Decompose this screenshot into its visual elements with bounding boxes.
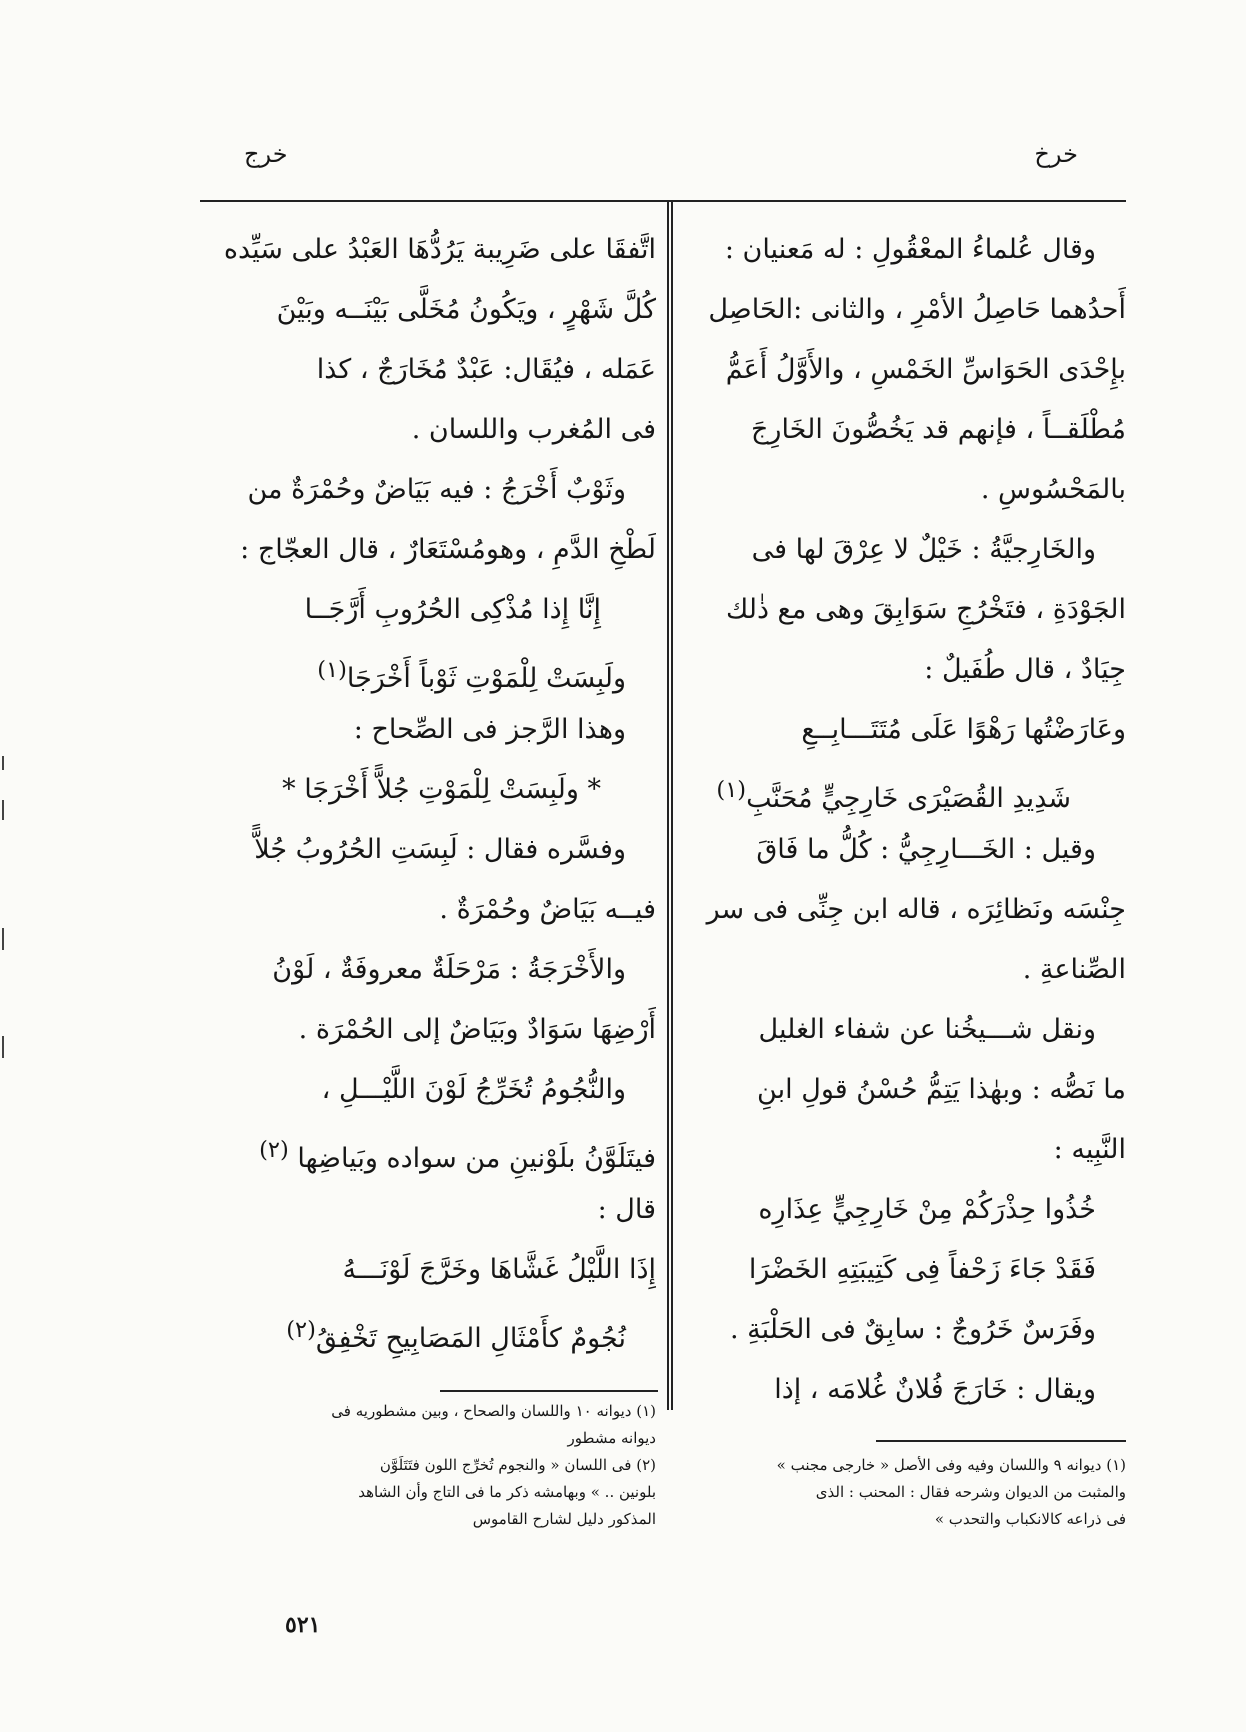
verse-text: نُجُومٌ كأَمْثَالِ المَصَابِيحِ تَخْفِقُ xyxy=(315,1323,626,1354)
text-line: عَمَله ، فيُقَال: عَبْدٌ مُخَارَجٌ ، كذا xyxy=(316,354,656,385)
verse-text: ولَبِسَتْ لِلْمَوْتِ ثَوْباً أَخْرَجَا xyxy=(346,663,626,694)
verse-line xyxy=(676,760,1126,820)
footnote-line: بلونين .. » وبهامشه ذكر ما فى التاج وأن الشاهد xyxy=(358,1483,656,1501)
text-line xyxy=(208,1120,656,1180)
text-line: والخَارِجيَّةُ : خَيْلٌ لا عِرْقَ لها فى xyxy=(751,534,1096,565)
footnote-rule-right xyxy=(876,1440,1126,1442)
verse-line: * ولَبِسَتْ لِلْمَوْتِ جُلاًّ أَخْرَجَا * xyxy=(282,774,601,805)
footnote-line: (١) ديوانه ٩ واللسان وفيه وفى الأصل « خارجى مجنب » xyxy=(776,1456,1126,1474)
verse-line: خُذُوا حِذْرَكُمْ مِنْ خَارِجِيٍّ عِذَارِه xyxy=(758,1194,1096,1225)
text-line: اتَّفقَا على ضَرِيبة يَرُدُّهَا العَبْدُ على سَيِّده xyxy=(223,234,656,265)
scan-edge-mark xyxy=(2,800,4,820)
text-line: وهذا الرَّجز فى الصِّحاح : xyxy=(353,714,626,745)
text-line: فيــه بَيَاضٌ وحُمْرَةٌ . xyxy=(439,894,656,925)
text-line: ويقال : خَارَجَ فُلانٌ غُلامَه ، إذا xyxy=(774,1374,1096,1405)
verse-text: شَدِيدِ القُصَيْرَى خَارِجِيٍّ مُحَنَّبِ xyxy=(746,783,1071,814)
footnote-line: (٢) فى اللسان « والنجوم تُخرِّج اللون فتَتَلَوَّن xyxy=(379,1456,656,1474)
text-line: الصِّناعةِ . xyxy=(1022,954,1126,985)
verse-line xyxy=(208,640,656,700)
footnote-line: والمثبت من الديوان وشرحه فقال : المحنب : الذى xyxy=(815,1483,1126,1501)
header-rule xyxy=(200,200,1126,202)
verse-line xyxy=(676,700,1126,760)
verse-line: فَقَدْ جَاءَ زَحْفاً فِى كَتِيبَتِهِ الخَضْرَا xyxy=(748,1254,1096,1285)
verse-text: وعَارَضْتُها رَهْوًا عَلَى مُتَتَـــابِــعِ xyxy=(801,714,1126,745)
scan-edge-mark xyxy=(2,1036,4,1058)
text-line: وقيل : الخَـــارِجِيُّ : كُلُّ ما فَاقَ xyxy=(756,834,1096,865)
running-header-right: خرخ xyxy=(1034,140,1078,168)
footnote-rule-left xyxy=(440,1390,658,1392)
left-column xyxy=(208,220,656,1360)
text-line: أَحدُهما حَاصِلُ الأمْرِ ، والثانى :الحَاصِل xyxy=(708,294,1126,325)
text-line: وفسَّره فقال : لَبِسَتِ الحُرُوبُ جُلاًّ xyxy=(254,834,626,865)
text-line: والنُّجُومُ تُخَرِّجُ لَوْنَ اللَّيْـــلِ ، xyxy=(321,1074,626,1105)
footnote-ref: (٢) xyxy=(286,1317,316,1343)
text-line: مُطْلَقــاً ، فإنهم قد يَخُصُّونَ الخَارِجَ xyxy=(750,414,1126,445)
footnotes-left xyxy=(208,1398,656,1533)
text-line: قال : xyxy=(597,1194,656,1225)
text-line: لَطْخِ الدَّمِ ، وهومُسْتَعَارٌ ، قال العجّاج : xyxy=(240,534,656,565)
line-text: فيتَلَوَّنُ بلَوْنينِ من سواده وبَياضِها xyxy=(297,1143,656,1174)
text-line: وقال عُلماءُ المعْقُولِ : له مَعنيان : xyxy=(724,234,1096,265)
text-line: أَرْضِهَا سَوَادٌ وبَيَاضٌ إلى الحُمْرَة . xyxy=(298,1014,656,1045)
footnote-line: فى ذراعه كالانكباب والتحدب » xyxy=(934,1510,1126,1528)
verse-line xyxy=(208,1300,656,1360)
text-line: بالمَحْسُوسِ . xyxy=(980,474,1126,505)
text-line: جِيَادٌ ، قال طُفَيلٌ : xyxy=(924,654,1126,685)
verse-line: إِذَا اللَّيْلُ غَشَّاهَا وخَرَّجَ لَوْنَـــهُ xyxy=(342,1254,656,1285)
running-header-left: خرج xyxy=(244,140,288,168)
footnote-ref: (٢) xyxy=(259,1137,289,1163)
scan-edge-mark xyxy=(2,756,4,770)
text-line: والأَخْرَجَةُ : مَرْحَلَةٌ معروفَةٌ ، لَوْنُ xyxy=(272,954,626,985)
column-divider xyxy=(667,200,673,1410)
footnote-line: المذكور دليل لشارح القاموس xyxy=(472,1510,656,1528)
scan-edge-mark xyxy=(2,928,4,950)
text-line: ونقل شـــيخُنا عن شفاء الغليل xyxy=(758,1014,1096,1045)
text-line: وفَرَسٌ خَرُوجٌ : سابِقٌ فى الحَلْبَةِ . xyxy=(729,1314,1096,1345)
text-line: فى المُغرب واللسان . xyxy=(411,414,656,445)
footnote-ref: (١) xyxy=(716,777,747,803)
text-line: جِنْسَه ونَظائِرَه ، قاله ابن جِنِّى فى سر xyxy=(706,894,1126,925)
footnotes-right xyxy=(666,1452,1126,1533)
page-number: ٥٢١ xyxy=(285,1612,321,1638)
footnote-line: (١) ديوانه ١٠ واللسان والصحاح ، وبين مشطوريه فى xyxy=(331,1402,656,1420)
right-column xyxy=(676,220,1126,1420)
verse-line: إِنَّا إِذا مُذْكِى الحُرُوبِ أَرَّجَــا xyxy=(304,594,601,625)
footnote-ref: (١) xyxy=(317,657,347,683)
text-line: بإِحْدَى الحَوَاسِّ الخَمْسِ ، والأَوَّلُ أَعَمُّ xyxy=(725,354,1126,385)
footnote-line: ديوانه مشطور xyxy=(567,1429,656,1447)
text-line: كُلَّ شَهْرٍ ، ويَكُونُ مُخَلَّى بَيْنَــه وبَيْنَ xyxy=(276,294,656,325)
text-line: النَّبِيه : xyxy=(1053,1134,1126,1165)
text-line: ما نَصُّه : وبهٰذا يَتِمُّ حُسْنُ قولِ ابنِ xyxy=(757,1074,1126,1105)
text-line: الجَوْدَةِ ، فتَخْرُجِ سَوَابِقَ وهى مع ذٰلك xyxy=(725,594,1126,625)
text-line: وثَوْبٌ أَخْرَجُ : فيه بَيَاضٌ وحُمْرَةٌ من xyxy=(247,474,626,505)
